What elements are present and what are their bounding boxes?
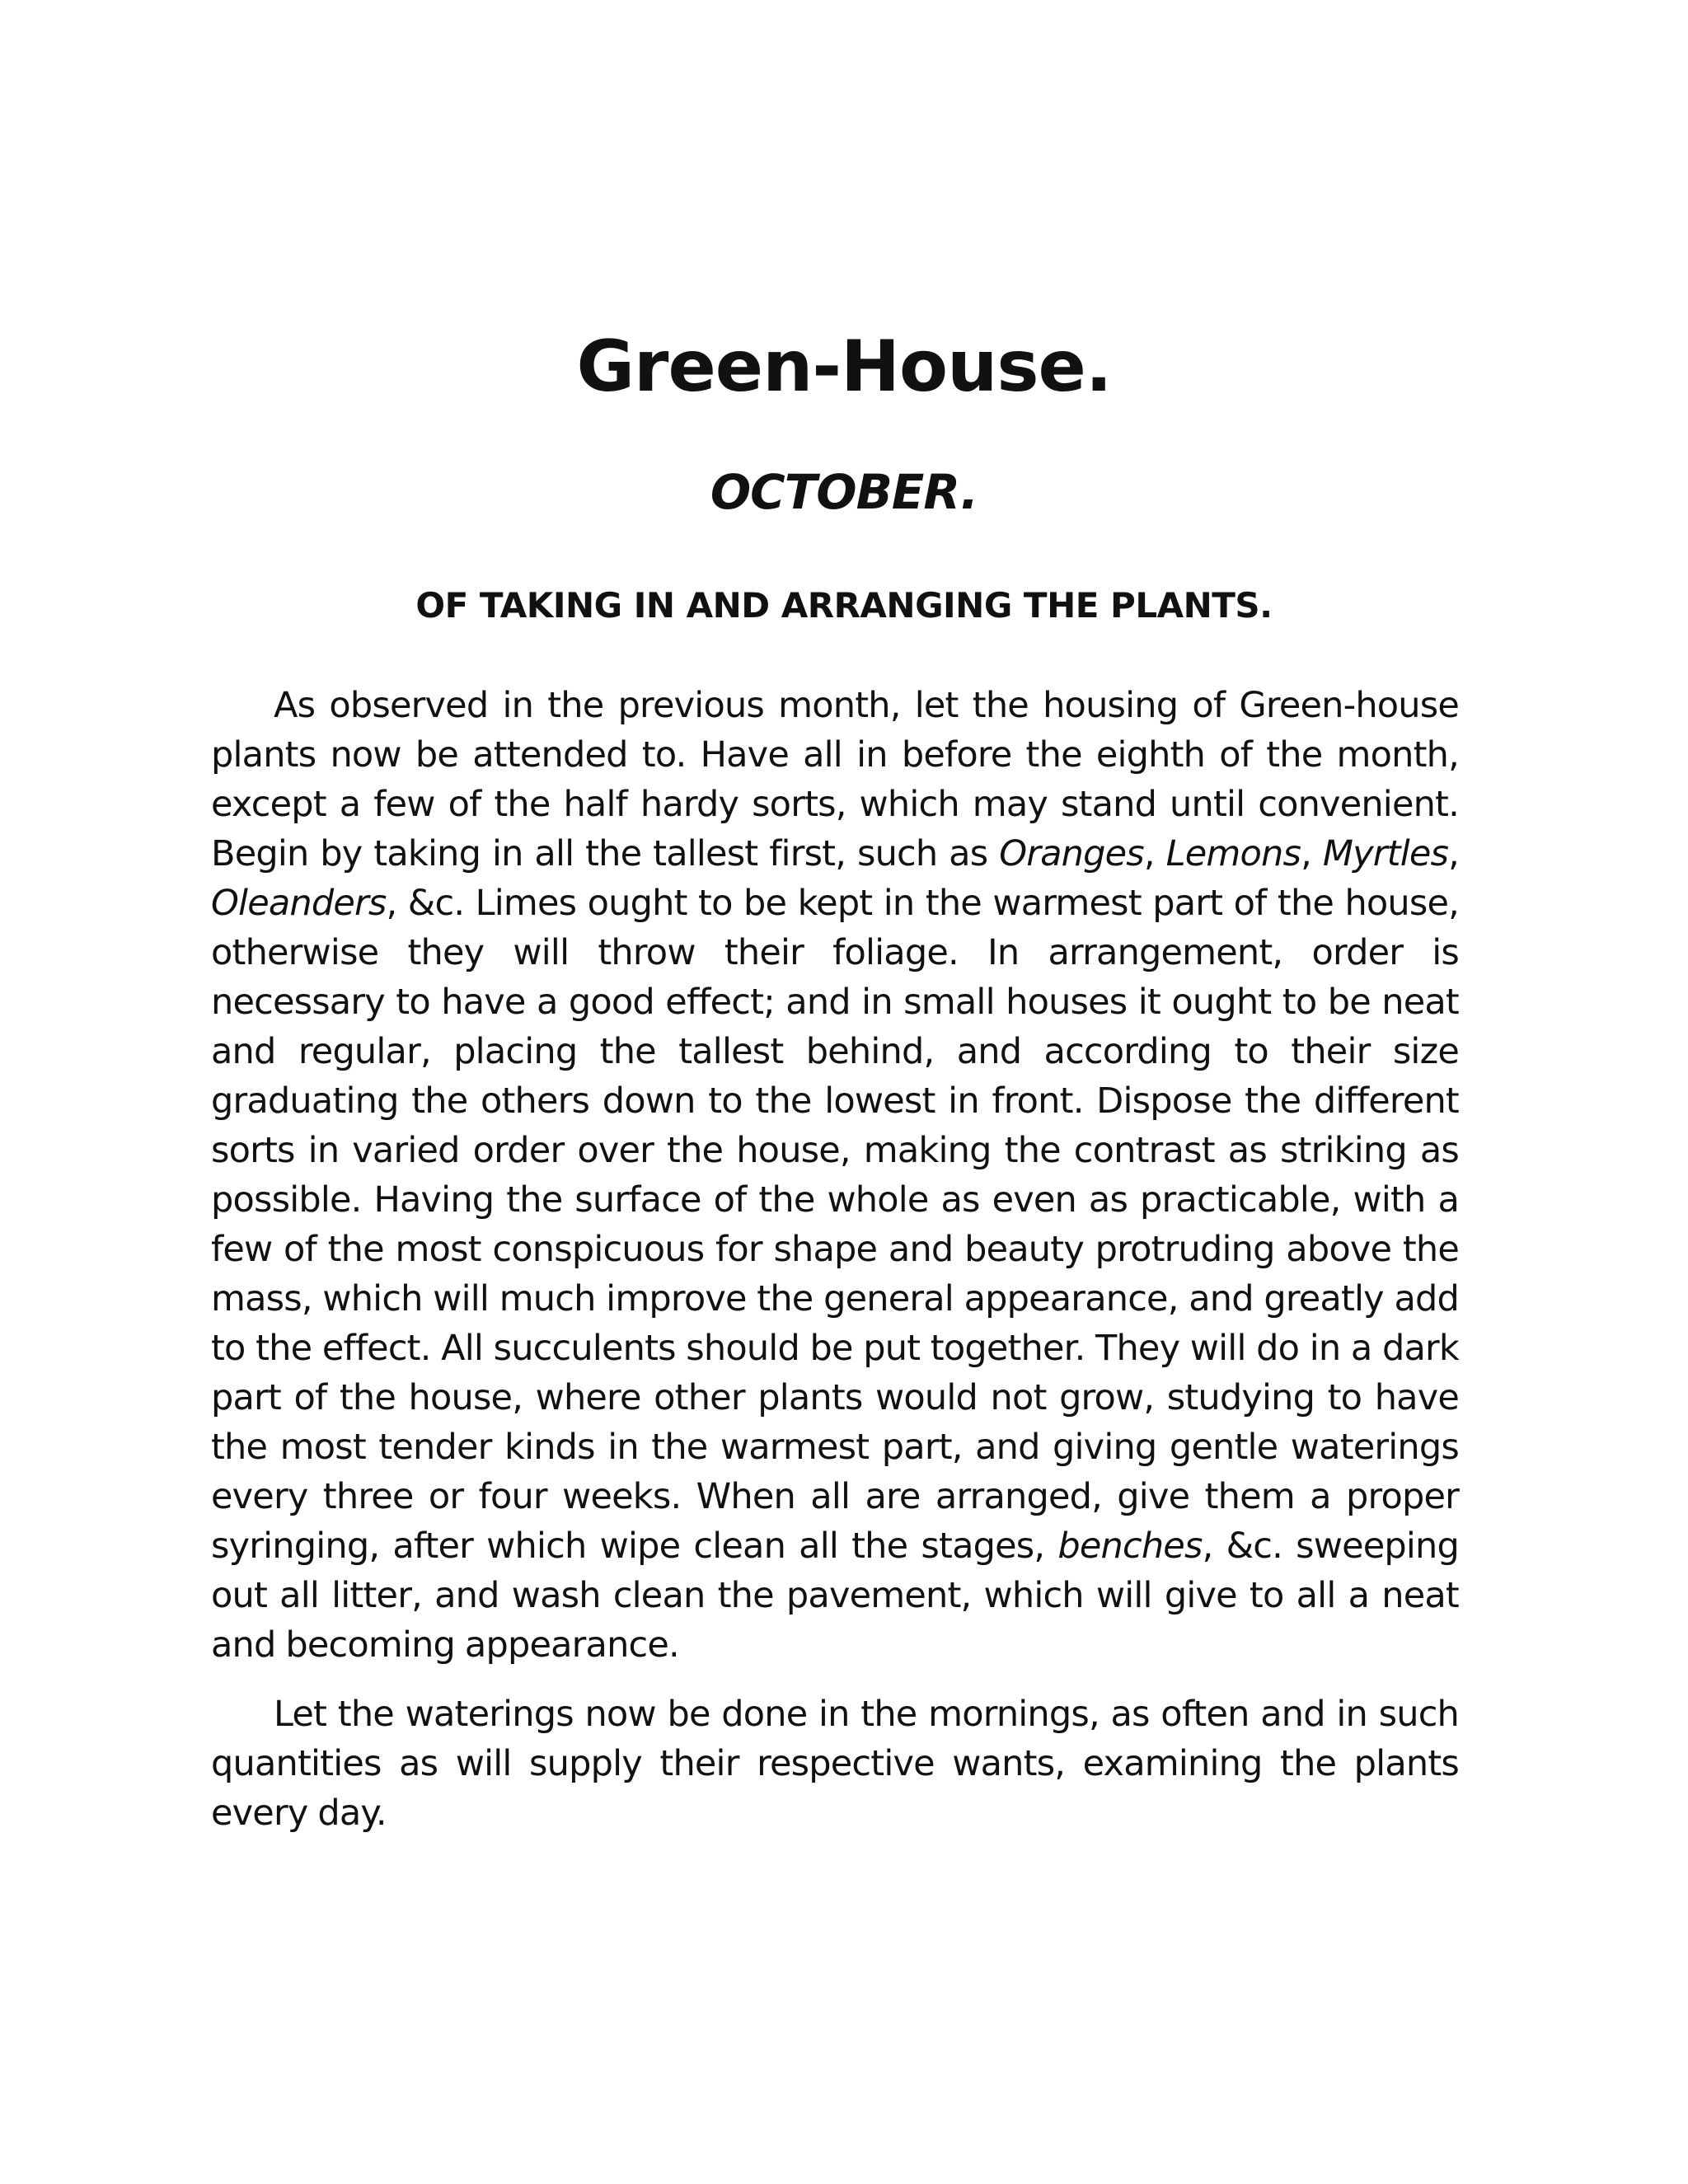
paragraph-waterings: Let the waterings now be done in the mornings, as often and in such quantities as will supply their respective wants, examining the plants every day. <box>211 1694 1459 1834</box>
page-title: Green-House. <box>576 326 1112 408</box>
paragraph-housing-plants <box>211 681 1459 1670</box>
italic-term-benches: benches <box>1057 1526 1203 1567</box>
paragraph-text: , &c. Limes ought to be kept in the warmest part of the house, otherwise they will throw their foliage. In arrangement, order is necessary to have a good effect; and in small houses it ought to be neat and regular, placing the tallest behind, and according to their size graduating the others down to the lowest in front. Dispose the different sorts in varied order over the house, making the contrast as striking as possible. Having the surface of the whole as even as practicable, with a few of the most conspicuous for shape and beauty protruding above the mass, which will much improve the general appearance, and greatly add to the effect. All succulents should be put together. They will do in a dark part of the house, where other plants would not grow, studying to have the most tender kinds in the warmest part, and giving gentle waterings every three or four weeks. When all are arranged, give them a proper syringing, after which wipe clean all the stages, <box>211 883 1459 1567</box>
italic-term-oleanders: Oleanders <box>211 883 387 924</box>
month-heading: OCTOBER. <box>710 464 978 520</box>
paragraph-text: As observed in the previous month, let the housing of Green-house plants now be attended to. Have all in before the eighth of the month, except a few of the half hardy sorts, which may stand until convenient. Begin by taking in all the tallest first, such as <box>211 685 1459 874</box>
body-text <box>211 681 1459 1838</box>
separator: , <box>1448 833 1459 874</box>
paragraph-text: , &c. sweeping out all litter, and wash clean the pavement, which will give to all a neat and becoming appearance. <box>211 1526 1460 1666</box>
italic-term-oranges: Oranges <box>999 833 1144 874</box>
separator: , <box>1301 833 1323 874</box>
separator: , <box>1143 833 1166 874</box>
italic-term-myrtles: Myrtles <box>1322 833 1449 874</box>
italic-term-lemons: Lemons <box>1165 833 1301 874</box>
section-heading: OF TAKING IN AND ARRANGING THE PLANTS. <box>415 585 1273 626</box>
